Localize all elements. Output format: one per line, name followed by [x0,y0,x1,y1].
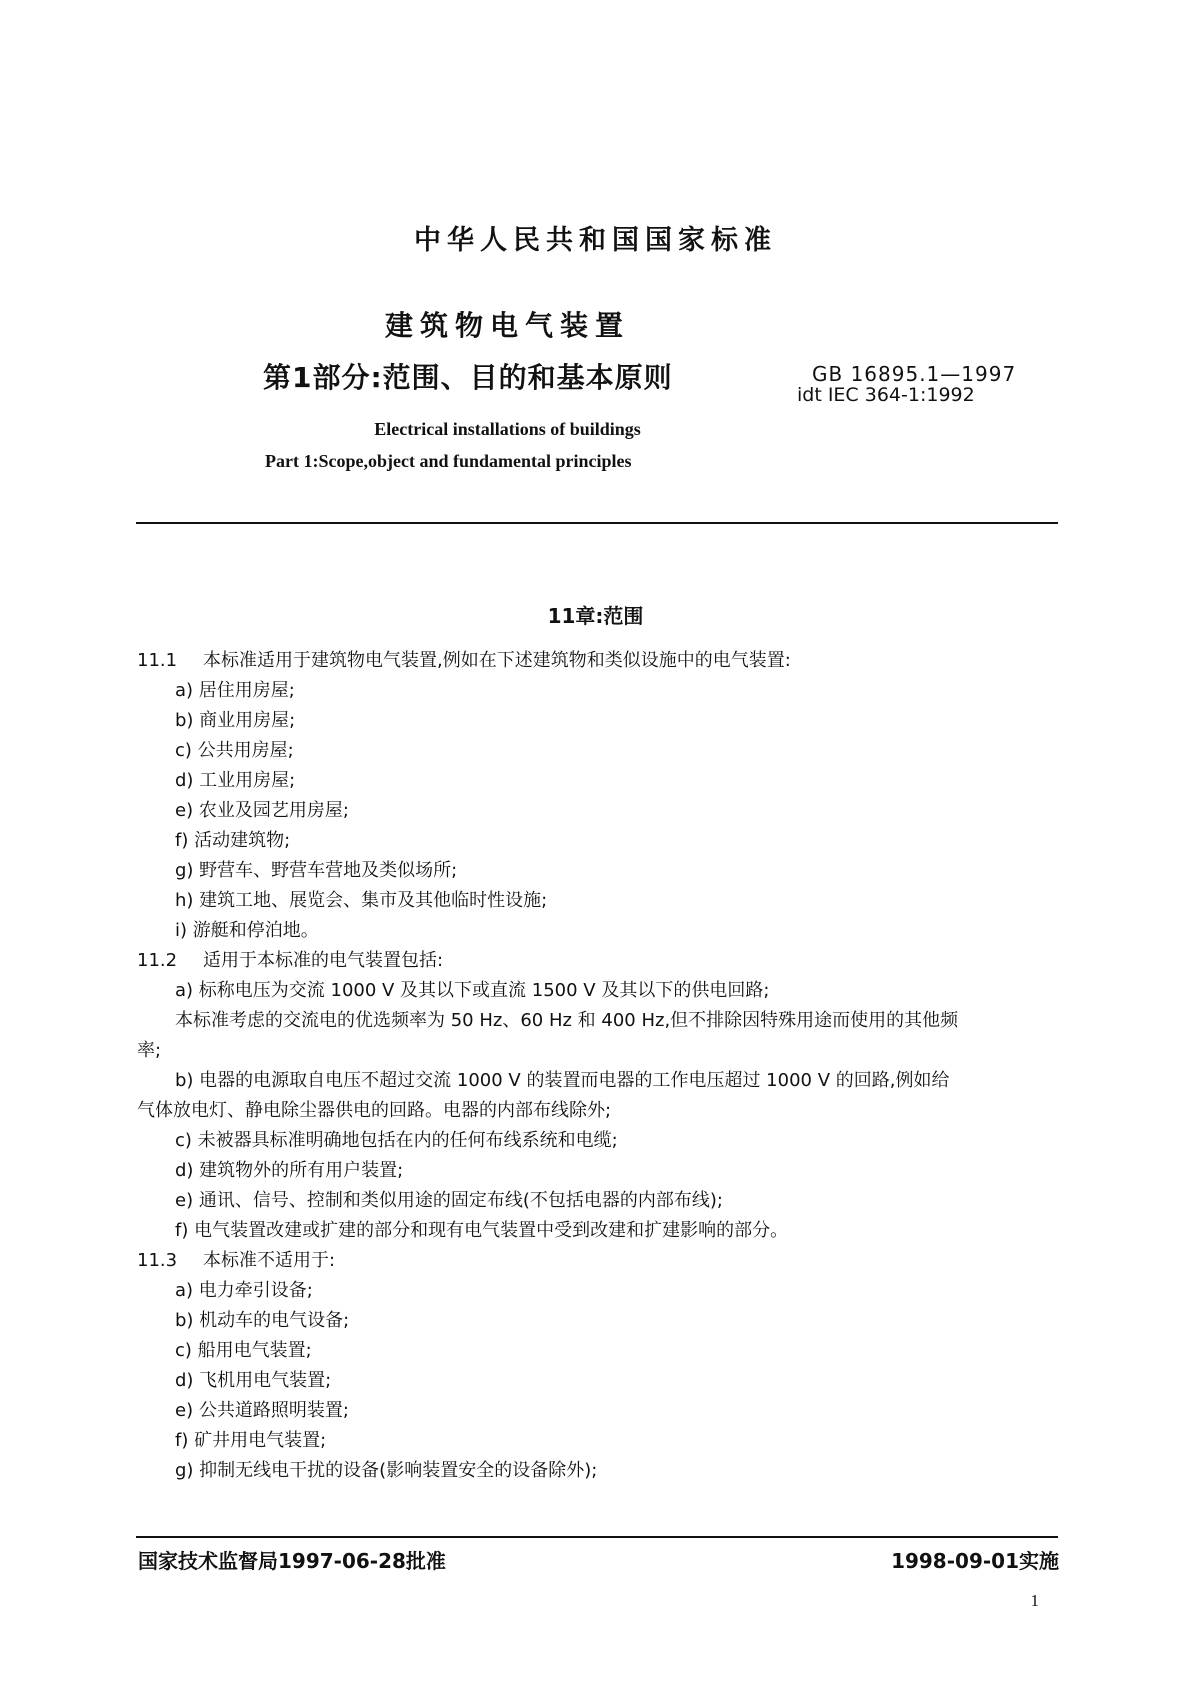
list-item: h) 建筑工地、展览会、集市及其他临时性设施; [175,890,548,911]
list-item: f) 矿井用电气装置; [175,1430,327,1451]
list-item: d) 建筑物外的所有用户装置; [175,1160,404,1181]
list-item: e) 通讯、信号、控制和类似用途的固定布线(不包括电器的内部布线); [175,1190,723,1211]
header-divider [136,522,1058,524]
clause-heading [137,1250,335,1272]
clause-text: 本标准适用于建筑物电气装置,例如在下述建筑物和类似设施中的电气装置: [203,650,791,671]
list-item: c) 公共用房屋; [175,740,294,761]
english-subtitle: Part 1:Scope,object and fundamental principles [265,451,632,471]
list-item: e) 公共道路照明装置; [175,1400,349,1421]
list-item: b) 商业用房屋; [175,710,296,731]
list-item: g) 野营车、野营车营地及类似场所; [175,860,458,881]
list-item: c) 未被器具标准明确地包括在内的任何布线系统和电缆; [175,1130,618,1151]
list-item: e) 农业及园艺用房屋; [175,800,349,821]
list-item: a) 标称电压为交流 1000 V 及其以下或直流 1500 V 及其以下的供电回路; [175,980,770,1001]
list-item: f) 电气装置改建或扩建的部分和现有电气装置中受到改建和扩建影响的部分。 [175,1220,789,1241]
clause-number: 11.3 [137,1250,178,1271]
clause-text: 本标准不适用于: [203,1250,336,1271]
page-number: 1 [1030,1591,1039,1610]
list-item: a) 居住用房屋; [175,680,295,701]
document-title: 建筑物电气装置 [384,309,630,342]
list-item: g) 抑制无线电干扰的设备(影响装置安全的设备除外); [175,1460,598,1481]
list-item: a) 电力牵引设备; [175,1280,313,1301]
list-item: c) 船用电气装置; [175,1340,312,1361]
list-item: i) 游艇和停泊地。 [175,920,319,941]
clause-heading [137,650,791,672]
standard-code: GB 16895.1—1997 [812,362,1017,386]
clause-number: 11.1 [137,650,178,671]
paragraph-line: 率; [137,1040,162,1061]
paragraph-line: 气体放电灯、静电除尘器供电的回路。电器的内部布线除外; [137,1100,612,1121]
effective-date: 1998-09-01实施 [891,1549,1059,1573]
footer-divider [136,1536,1058,1538]
clause-heading [137,950,443,972]
clause-number: 11.2 [137,950,178,971]
clause-text: 适用于本标准的电气装置包括: [203,950,444,971]
chapter-title: 11章:范围 [547,604,644,628]
list-item: d) 工业用房屋; [175,770,296,791]
standard-equivalence: idt IEC 364-1:1992 [797,384,975,406]
list-item: b) 电器的电源取自电压不超过交流 1000 V 的装置而电器的工作电压超过 1000 V 的回路,例如给 [175,1070,950,1091]
list-item: b) 机动车的电气设备; [175,1310,350,1331]
paragraph-line: 本标准考虑的交流电的优选频率为 50 Hz、60 Hz 和 400 Hz,但不排除因特殊用途而使用的其他频 [175,1010,959,1031]
list-item: f) 活动建筑物; [175,830,291,851]
document-subtitle: 第1部分:范围、目的和基本原则 [263,361,673,394]
list-item: d) 飞机用电气装置; [175,1370,332,1391]
approval-date: 国家技术监督局1997-06-28批准 [138,1549,446,1573]
english-title: Electrical installations of buildings [374,419,641,439]
national-standard-heading: 中华人民共和国国家标准 [414,225,777,256]
